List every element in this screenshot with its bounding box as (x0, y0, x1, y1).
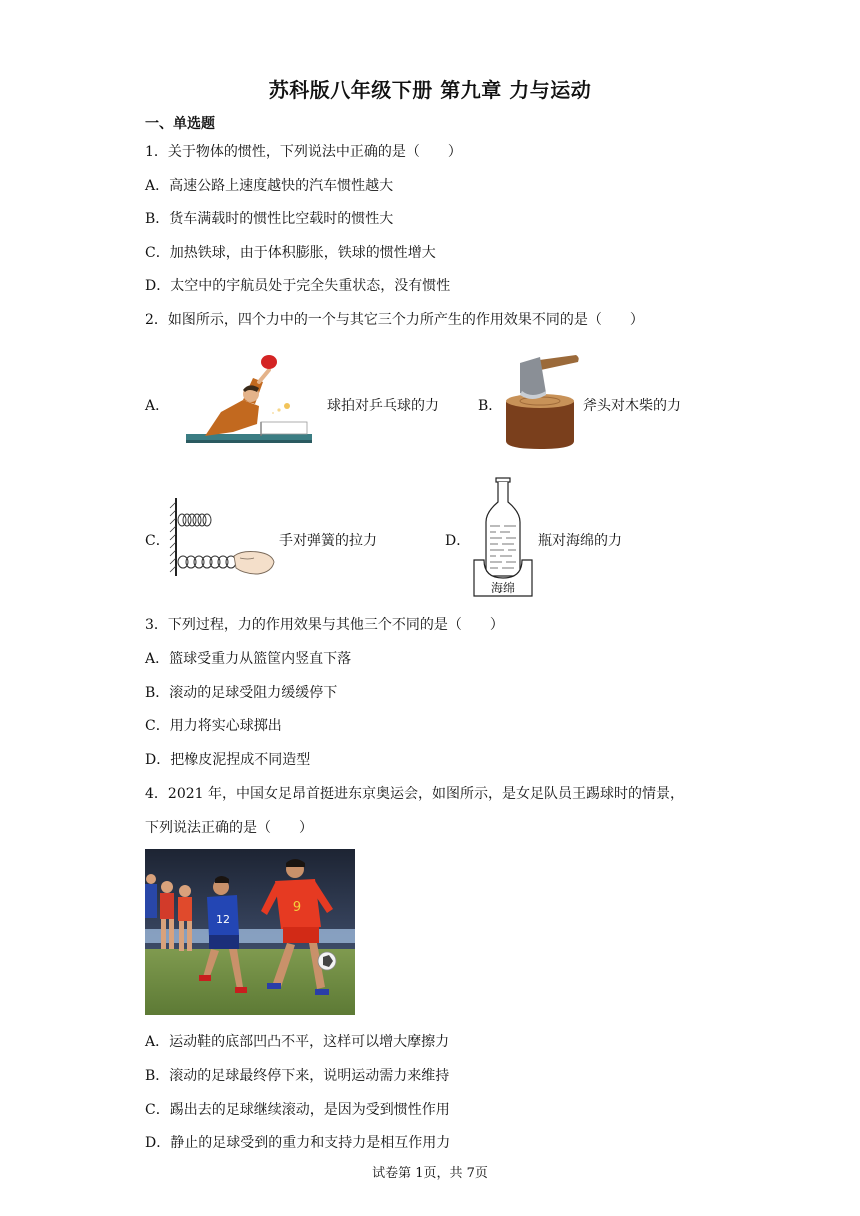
q4-option-c: C．踢出去的足球继续滚动，是因为受到惯性作用 (145, 1102, 450, 1118)
q2-option-a-letter: A． (145, 398, 170, 414)
q2-option-b-letter: B． (478, 398, 503, 414)
jersey-number: 9 (292, 900, 302, 915)
sponge-label: 海绵 (490, 581, 516, 595)
q2-option-d-letter: D． (445, 533, 471, 549)
svg-text:12: 12 (216, 913, 230, 926)
q3-option-c: C．用力将实心球掷出 (145, 718, 282, 734)
q4-option-d: D．静止的足球受到的重力和支持力是相互作用力 (145, 1135, 451, 1151)
q2-option-b-caption: 斧头对木柴的力 (583, 398, 681, 414)
soccer-photo (145, 849, 355, 1015)
relaxed-spring (178, 514, 211, 526)
soccer-ball (318, 952, 336, 970)
q1-option-b: B．货车满载时的惯性比空载时的惯性大 (145, 211, 394, 227)
axe-and-log-figure (502, 353, 582, 449)
paddle (261, 355, 277, 369)
q3-stem: 3．下列过程，力的作用效果与其他三个不同的是（ ） (145, 617, 504, 633)
page-title: 苏科版八年级下册 第九章 力与运动 (268, 78, 592, 102)
ping-pong-ball (284, 403, 290, 409)
q2-option-a-caption: 球拍对乒乓球的力 (327, 398, 439, 414)
q3-option-a: A．篮球受重力从篮筐内竖直下落 (145, 651, 352, 667)
table-tennis-figure (183, 352, 315, 446)
stretched-spring (178, 556, 236, 568)
q4-stem-line2: 下列说法正确的是（ ） (145, 820, 313, 836)
table-surface (186, 434, 312, 441)
q2-stem: 2．如图所示，四个力中的一个与其它三个力所产生的作用效果不同的是（ ） (145, 312, 644, 328)
q1-stem: 1．关于物体的惯性，下列说法中正确的是（ ） (145, 144, 462, 160)
q2-option-d-caption: 瓶对海绵的力 (538, 533, 622, 549)
q4-option-a: A．运动鞋的底部凹凸不平，这样可以增大摩擦力 (145, 1034, 450, 1050)
q4-option-b: B．滚动的足球最终停下来，说明运动需力来维持 (145, 1068, 450, 1084)
q1-option-a: A．高速公路上速度越快的汽车惯性越大 (145, 178, 394, 194)
page-footer: 试卷第 1页，共 7页 (372, 1166, 488, 1181)
q1-option-c: C．加热铁球，由于体积膨胀，铁球的惯性增大 (145, 245, 436, 261)
section-heading: 一、单选题 (145, 116, 215, 132)
spring-figure (168, 496, 276, 578)
q2-option-c-caption: 手对弹簧的拉力 (279, 533, 377, 549)
q1-option-d: D．太空中的宇航员处于完全失重状态，没有惯性 (145, 278, 451, 294)
q2-option-c-letter: C． (145, 533, 170, 549)
q3-option-d: D．把橡皮泥捏成不同造型 (145, 752, 311, 768)
hand (234, 552, 274, 575)
player-body (205, 400, 259, 436)
bottle-on-sponge-figure (470, 476, 536, 598)
q3-option-b: B．滚动的足球受阻力缓缓停下 (145, 685, 338, 701)
q4-stem-line1: 4．2021 年，中国女足昂首挺进东京奥运会，如图所示，是女足队员王踢球时的情景， (145, 786, 684, 802)
